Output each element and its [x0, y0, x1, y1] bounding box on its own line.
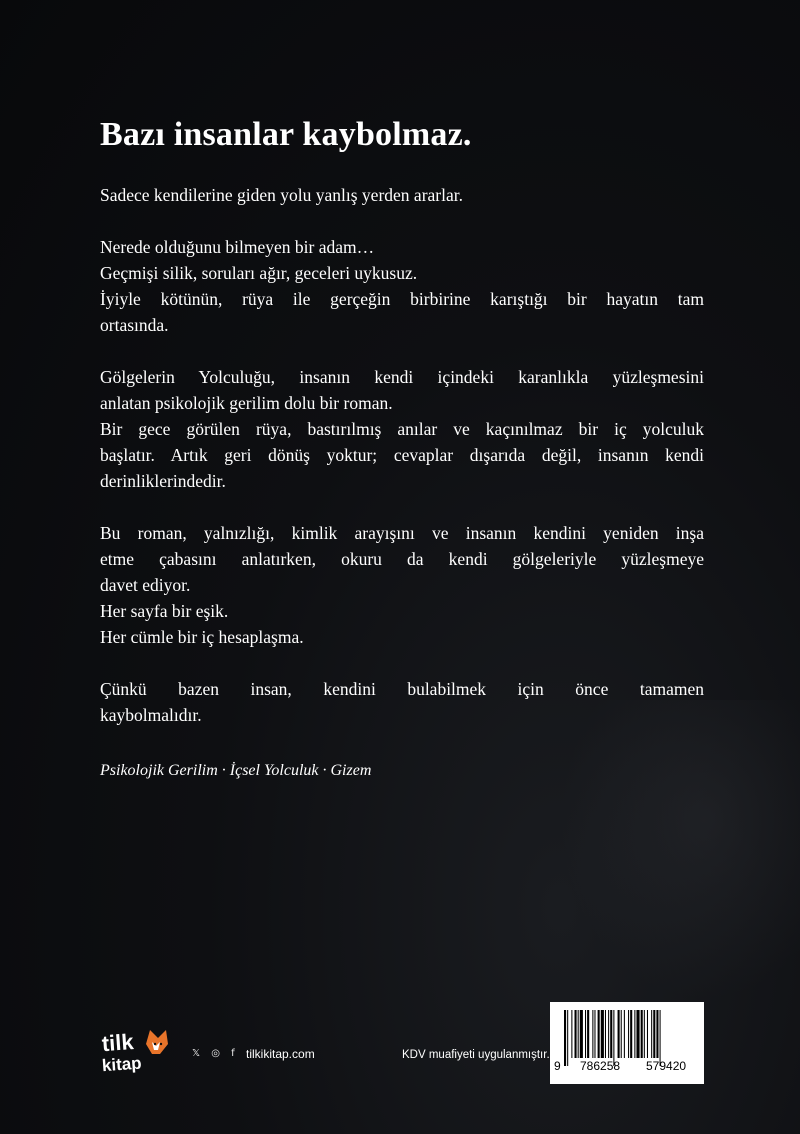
text-line: etme çabasını anlatırken, okuru da kendi gölgeleriyle yüzleşmeye	[100, 549, 704, 569]
barcode-bar	[624, 1010, 625, 1058]
barcode-bar	[641, 1010, 643, 1058]
text-line: İyiyle kötünün, rüya ile gerçeğin birbirine karıştığı bir hayatın tam	[100, 289, 704, 309]
barcode-bar	[630, 1010, 632, 1058]
text-line: kaybolmalıdır.	[100, 705, 202, 725]
barcode-bar	[618, 1010, 620, 1058]
text-line: Bu roman, yalnızlığı, kimlik arayışını ve insanın kendini yeniden inşa	[100, 523, 704, 543]
barcode-bar	[571, 1010, 572, 1058]
barcode-bar	[634, 1010, 635, 1058]
barcode-group-1: 786258	[580, 1059, 621, 1073]
barcode-bar	[636, 1010, 639, 1058]
text-line: Her sayfa bir eşik.	[100, 601, 229, 621]
text-line: Nerede olduğunu bilmeyen bir adam…	[100, 237, 375, 257]
text-line: ortasında.	[100, 315, 169, 335]
headline: Bazı insanlar kaybolmaz.	[100, 116, 472, 153]
text-line: derinliklerindedir.	[100, 471, 226, 491]
barcode-bar	[594, 1010, 595, 1058]
barcode-bar	[656, 1010, 658, 1058]
genre-tags: Psikolojik Gerilim · İçsel Yolculuk · Gizem	[100, 762, 372, 779]
barcode-group-2: 579420	[646, 1059, 687, 1073]
paragraph-2	[100, 364, 704, 494]
text-line: Her cümle bir iç hesaplaşma.	[100, 627, 304, 647]
svg-text:kitap: kitap	[101, 1053, 143, 1076]
barcode-bar	[651, 1010, 652, 1058]
barcode-bar	[567, 1010, 568, 1066]
text-line: anlatan psikolojik gerilim dolu bir roman.	[100, 393, 393, 413]
barcode-bar	[575, 1010, 577, 1058]
barcode-bar	[644, 1010, 645, 1058]
text-line: Bir gece görülen rüya, bastırılmış anılar ve kaçınılmaz bir iç yolculuk	[100, 419, 704, 439]
barcode-bar	[578, 1010, 579, 1058]
barcode-bar	[610, 1010, 612, 1058]
barcode-bar	[608, 1010, 609, 1058]
barcode-bar	[564, 1010, 566, 1066]
paragraph-1	[100, 234, 704, 338]
barcode-bar	[613, 1010, 614, 1066]
text-line: davet ediyor.	[100, 575, 191, 595]
barcode-bar	[660, 1010, 661, 1066]
social-icons: 𝕏 ◎ f	[192, 1048, 239, 1059]
barcode-bar	[653, 1010, 655, 1058]
text-line: Geçmişi silik, soruları ağır, geceleri uykusuz.	[100, 263, 418, 283]
barcode-bar	[621, 1010, 622, 1058]
text-line: başlatır. Artık geri dönüş yoktur; cevaplar dışarıda değil, insanın kendi	[100, 445, 704, 465]
barcode-bar	[601, 1010, 604, 1058]
publisher-logo	[100, 1026, 176, 1076]
barcode-bar	[598, 1010, 600, 1058]
lead-sentence: Sadece kendilerine giden yolu yanlış yerden ararlar.	[100, 185, 463, 205]
barcode-bar	[580, 1010, 583, 1058]
barcode-bar	[592, 1010, 593, 1058]
website-link[interactable]: tilkikitap.com	[246, 1047, 315, 1061]
fox-logo-icon	[100, 1026, 176, 1076]
barcode-first-digit: 9	[554, 1059, 561, 1073]
back-cover-text	[100, 110, 704, 784]
text-line: Gölgelerin Yolculuğu, insanın kendi içindeki karanlıkla yüzleşmesini	[100, 367, 704, 387]
barcode-bar	[585, 1010, 586, 1058]
paragraph-4	[100, 676, 704, 728]
isbn-barcode	[550, 1002, 704, 1084]
text-line: Çünkü bazen insan, kendini bulabilmek için önce tamamen	[100, 679, 704, 699]
footer	[100, 1018, 704, 1078]
barcode-bar	[647, 1010, 648, 1058]
barcode-bar	[587, 1010, 589, 1058]
barcode-bar	[628, 1010, 629, 1058]
tax-note: KDV muafiyeti uygulanmıştır.	[402, 1049, 550, 1061]
svg-text:tilk: tilk	[100, 1029, 135, 1057]
paragraph-3	[100, 520, 704, 650]
barcode-bar	[605, 1010, 606, 1058]
